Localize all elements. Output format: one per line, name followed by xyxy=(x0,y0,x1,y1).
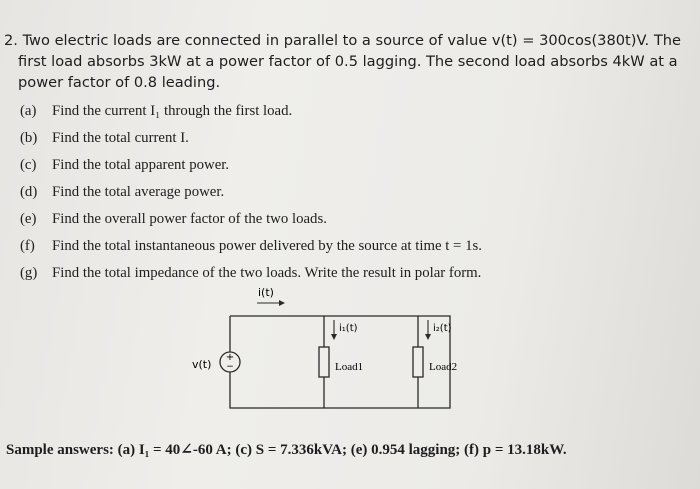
load2-box xyxy=(413,347,423,377)
part-text: Find the total average power. xyxy=(52,184,225,200)
part-text: Find the total current I. xyxy=(52,130,189,146)
problem-line-1: 2. Two electric loads are connected in parallel to a source of value v(t) = 300cos(380t)V. The xyxy=(4,32,681,49)
source-label: v(t) xyxy=(192,358,212,371)
part-text: Find the overall power factor of the two loads. xyxy=(52,211,327,227)
part-label: (d) xyxy=(20,184,38,200)
part-label: (e) xyxy=(20,211,37,227)
total-current-label: i(t) xyxy=(258,286,274,299)
problem-line-3: power factor of 0.8 leading. xyxy=(18,74,221,91)
load2-label: Load2 xyxy=(429,361,458,373)
part-text: Find the total apparent power. xyxy=(52,157,230,173)
part-label: (a) xyxy=(20,103,37,119)
part-label: (b) xyxy=(20,130,38,146)
source-plus-sign: + xyxy=(225,352,235,363)
part-text: Find the total instantaneous power delivered by the source at time t = 1s. xyxy=(52,238,482,254)
branch2-current-label: i₂(t) xyxy=(433,323,452,334)
problem-line-2: first load absorbs 3kW at a power factor of 0.5 lagging. The second load absorbs 4kW at a xyxy=(18,53,678,70)
load1-label: Load1 xyxy=(335,361,364,373)
source-minus-sign: − xyxy=(226,362,234,372)
branch1-current-label: i₁(t) xyxy=(339,323,358,334)
load1-box xyxy=(319,347,329,377)
part-label: (g) xyxy=(20,265,38,281)
part-label: (c) xyxy=(20,157,37,173)
sample-answers: Sample answers: (a) I₁ = 40∠-60 A; (c) S = 7.336kVA; (e) 0.954 lagging; (f) p = 13.18kW. xyxy=(6,442,567,458)
part-text: Find the current I₁ through the first load. xyxy=(52,103,293,119)
part-text: Find the total impedance of the two loads. Write the result in polar form. xyxy=(52,265,482,281)
branch1-arrowhead-icon xyxy=(331,334,337,340)
part-label: (f) xyxy=(20,238,35,254)
branch2-arrowhead-icon xyxy=(425,334,431,340)
total-current-arrowhead-icon xyxy=(279,300,285,306)
